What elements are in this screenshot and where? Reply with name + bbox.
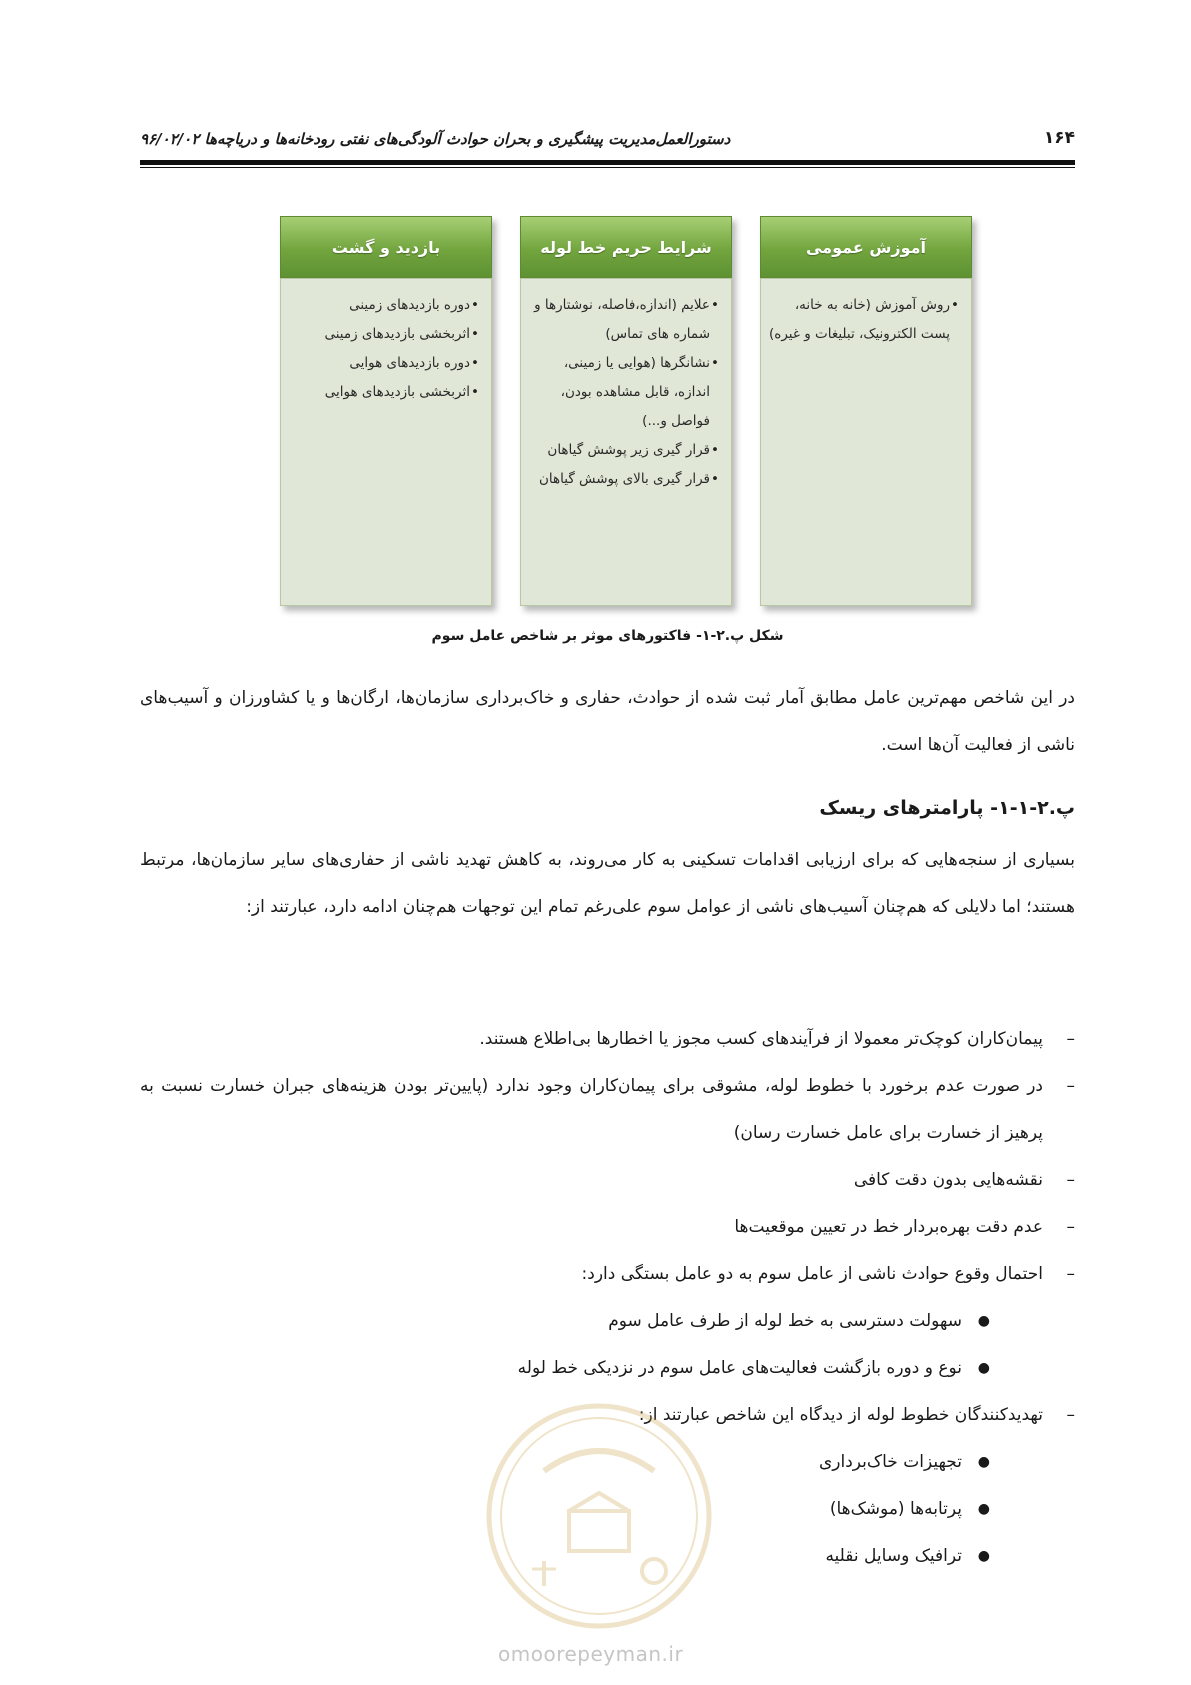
column-item: • اثربخشی بازدیدهای زمینی — [289, 320, 479, 349]
bullet-marker: ● — [977, 1548, 990, 1564]
dash-marker: – — [1066, 1217, 1075, 1237]
page-number: ۱۶۴ — [1043, 128, 1075, 148]
dash-list-item — [140, 1204, 1075, 1251]
column-item: • قرار گیری زیر پوشش گیاهان — [529, 436, 719, 465]
dash-marker: – — [1066, 1264, 1075, 1284]
bullet-marker: ● — [977, 1501, 990, 1517]
column-header: شرایط حریم خط لوله — [520, 216, 732, 278]
bullet-marker: ● — [977, 1313, 990, 1329]
diagram-column-inspection-patrol — [280, 216, 492, 606]
column-item: • نشانگرها (هوایی یا زمینی، اندازه، قابل مشاهده بودن، فواصل و...) — [529, 349, 719, 436]
dash-marker: – — [1066, 1029, 1075, 1049]
column-body — [520, 278, 732, 606]
list-item-text: تجهیزات خاک‌برداری — [818, 1452, 962, 1472]
column-item: • روش آموزش (خانه به خانه، پست الکترونیک، تبلیغات و غیره) — [769, 291, 959, 349]
paragraph: بسیاری از سنجه‌هایی که برای ارزیابی اقدامات تسکینی به کار می‌روند، به کاهش تهدید ناشی از حفاری‌های سایر سازمان‌ها، مرتبط هستند؛ اما دلایلی که هم‌چنان آسیب‌های ناشی از عوامل سوم علی‌رغم تمام این توجهات هم‌چنان ادامه دارد، عبارتند از: — [140, 850, 1075, 917]
list-item-text: نوع و دوره بازگشت فعالیت‌های عامل سوم در نزدیکی خط لوله — [517, 1358, 962, 1378]
bullet-marker: ● — [977, 1360, 990, 1376]
list-item-text: ترافیک وسایل نقلیه — [825, 1546, 962, 1566]
section-heading: پ.۲-۱-۱- پارامترهای ریسک — [819, 797, 1075, 819]
dash-list-item — [140, 1251, 1075, 1298]
paragraph: در این شاخص مهم‌ترین عامل مطابق آمار ثبت شده از حوادث، حفاری و خاک‌برداری سازمان‌ها، ارگان‌ها و یا کشاورزان و آسیب‌های ناشی از فعالیت آن‌ها است. — [140, 688, 1075, 755]
figure-caption: شکل پ.۲-۱- فاکتورهای موثر بر شاخص عامل سوم — [431, 628, 784, 644]
column-item: • دوره بازدیدهای هوایی — [289, 349, 479, 378]
list-item-text: پرتابه‌ها (موشک‌ها) — [829, 1499, 962, 1519]
list-item-text: عدم دقت بهره‌بردار خط در تعیین موقعیت‌ها — [734, 1217, 1043, 1237]
column-header: بازدید و گشت — [280, 216, 492, 278]
list-item-text: تهدیدکنندگان خطوط لوله از دیدگاه این شاخص عبارتند از: — [638, 1405, 1043, 1425]
column-body — [760, 278, 972, 606]
column-item: • اثربخشی بازدیدهای هوایی — [289, 378, 479, 407]
dash-marker: – — [1066, 1076, 1075, 1096]
bullet-list-item — [290, 1298, 990, 1345]
bullet-list-item — [290, 1345, 990, 1392]
dash-marker: – — [1066, 1170, 1075, 1190]
dash-list-item — [140, 1157, 1075, 1204]
watermark-url: omoorepeyman.ir — [498, 1642, 684, 1666]
header-rule-thin — [140, 167, 1075, 168]
column-item: • علایم (اندازه،فاصله، نوشتارها و شماره های تماس) — [529, 291, 719, 349]
header-rule — [140, 160, 1075, 165]
column-item: • دوره بازدیدهای زمینی — [289, 291, 479, 320]
list-item-text: نقشه‌هایی بدون دقت کافی — [853, 1170, 1043, 1190]
list-item-text: در صورت عدم برخورد با خطوط لوله، مشوقی برای پیمان‌کاران وجود ندارد (پایین‌تر بودن هزینه‌های جبران خسارت نسبت به پرهیز از خسارت برای عامل خسارت رسان) — [140, 1076, 1043, 1143]
dash-list-item — [140, 1016, 1075, 1063]
diagram-column-pipeline-right-of-way — [520, 216, 732, 606]
dash-marker: – — [1066, 1405, 1075, 1425]
bullet-marker: ● — [977, 1454, 990, 1470]
list-item-text: پیمان‌کاران کوچک‌تر معمولا از فرآیندهای کسب مجوز یا اخطارها بی‌اطلاع هستند. — [479, 1029, 1043, 1049]
column-body — [280, 278, 492, 606]
list-item-text: سهولت دسترسی به خط لوله از طرف عامل سوم — [608, 1311, 962, 1331]
column-item: • قرار گیری بالای پوشش گیاهان — [529, 465, 719, 494]
diagram-column-general-education — [760, 216, 972, 606]
list-item-text: احتمال وقوع حوادث ناشی از عامل سوم به دو عامل بستگی دارد: — [581, 1264, 1043, 1284]
header-title: دستورالعمل‌مدیریت پیشگیری و بحران حوادث آلودگی‌های نفتی رودخانه‌ها و دریاچه‌ها ۹۶/۰۲/۰۲ — [140, 130, 731, 148]
column-header: آموزش عمومی — [760, 216, 972, 278]
watermark-logo — [484, 1401, 714, 1631]
dash-list-item — [140, 1063, 1075, 1157]
page-header — [140, 128, 1075, 154]
